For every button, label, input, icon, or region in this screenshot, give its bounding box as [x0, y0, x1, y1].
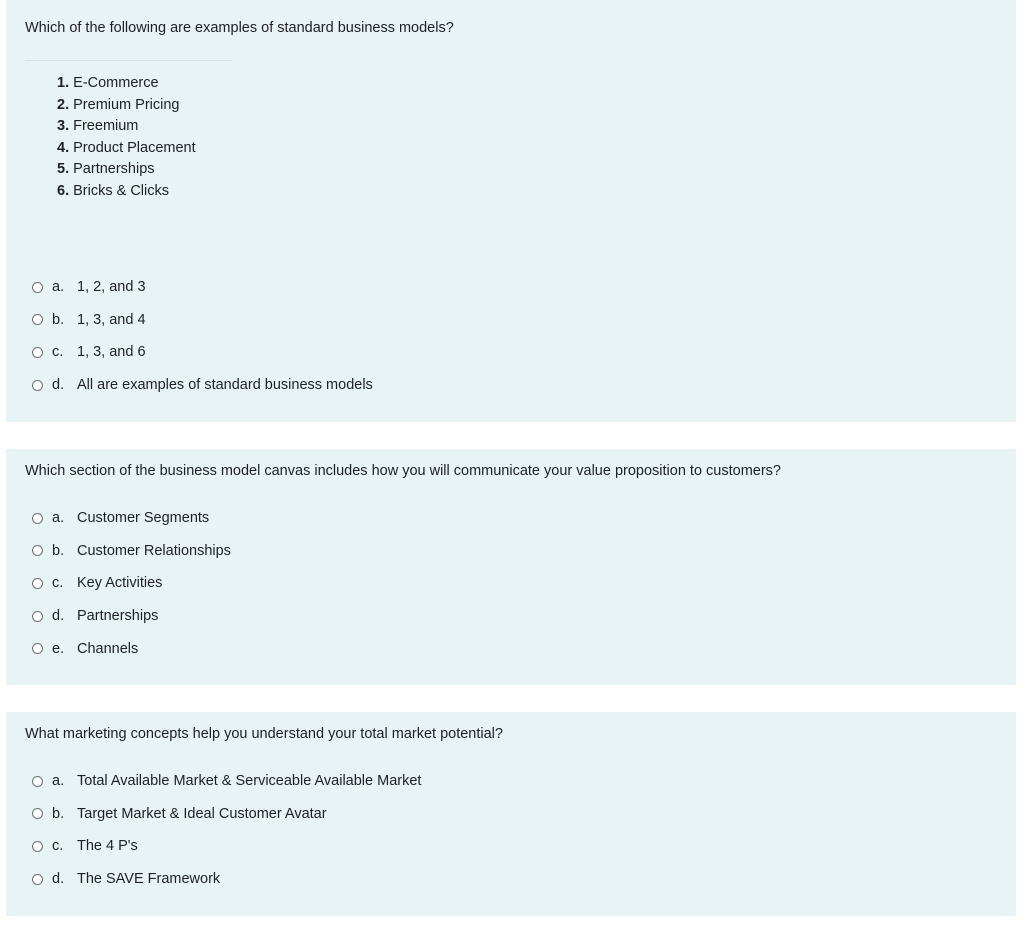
answer-letter: e. — [52, 640, 65, 657]
radio-button[interactable] — [32, 841, 43, 852]
answer-option-b[interactable] — [32, 798, 421, 831]
answer-label[interactable]: Customer Relationships — [77, 542, 231, 559]
radio-button[interactable] — [32, 314, 43, 325]
answer-letter: d. — [52, 377, 65, 394]
answer-letter: b. — [52, 542, 65, 559]
answer-options — [32, 271, 373, 401]
answer-option-d[interactable] — [32, 863, 421, 896]
list-item — [57, 73, 196, 95]
radio-button[interactable] — [32, 282, 43, 293]
answer-option-b[interactable] — [32, 535, 231, 568]
list-text: E-Commerce — [73, 75, 159, 91]
list-text: Premium Pricing — [73, 96, 180, 113]
list-item — [57, 181, 196, 203]
list-number: 1. — [57, 75, 70, 91]
list-number: 2. — [57, 96, 70, 113]
answer-letter: c. — [52, 575, 64, 592]
answer-label[interactable]: The SAVE Framework — [77, 871, 221, 888]
answer-option-c[interactable] — [32, 336, 373, 369]
answer-option-c[interactable] — [32, 830, 421, 863]
answer-letter: c. — [52, 838, 64, 855]
radio-button[interactable] — [32, 513, 43, 524]
answer-option-d[interactable] — [32, 600, 231, 633]
answer-options — [32, 765, 421, 895]
question-card-2 — [6, 449, 1016, 685]
answer-options — [32, 502, 231, 665]
answer-letter: a. — [52, 279, 65, 296]
answer-option-a[interactable] — [32, 271, 373, 304]
list-text: Partnerships — [73, 161, 155, 178]
question-text: What marketing concepts help you understand your total market potential? — [25, 726, 503, 742]
radio-button[interactable] — [32, 808, 43, 819]
radio-button[interactable] — [32, 643, 43, 654]
answer-label[interactable]: The 4 P's — [77, 838, 138, 855]
answer-letter: b. — [52, 311, 65, 328]
answer-letter: d. — [52, 608, 65, 625]
answer-option-e[interactable] — [32, 632, 231, 665]
answer-option-b[interactable] — [32, 304, 373, 337]
divider — [25, 60, 232, 61]
radio-button[interactable] — [32, 578, 43, 589]
list-text: Bricks & Clicks — [73, 182, 169, 199]
radio-button[interactable] — [32, 545, 43, 556]
answer-label[interactable]: Channels — [77, 640, 139, 657]
radio-button[interactable] — [32, 347, 43, 358]
list-number: 4. — [57, 139, 70, 156]
answer-option-a[interactable] — [32, 765, 421, 798]
list-item — [57, 138, 196, 160]
answer-letter: a. — [52, 773, 65, 790]
numbered-list — [57, 73, 196, 203]
question-card-3 — [6, 712, 1016, 916]
answer-label[interactable]: 1, 2, and 3 — [77, 279, 146, 296]
list-text: Product Placement — [73, 139, 196, 156]
list-item — [57, 95, 196, 117]
radio-button[interactable] — [32, 611, 43, 622]
answer-label[interactable]: Key Activities — [77, 575, 163, 592]
radio-button[interactable] — [32, 776, 43, 787]
answer-label[interactable]: All are examples of standard business models — [77, 377, 373, 394]
radio-button[interactable] — [32, 874, 43, 885]
radio-button[interactable] — [32, 380, 43, 391]
list-text: Freemium — [73, 118, 139, 135]
answer-option-c[interactable] — [32, 567, 231, 600]
answer-letter: d. — [52, 871, 65, 888]
answer-label[interactable]: Target Market & Ideal Customer Avatar — [77, 805, 327, 822]
answer-letter: c. — [52, 344, 64, 361]
list-item — [57, 159, 196, 181]
question-card-1 — [6, 0, 1016, 422]
question-text: Which of the following are examples of standard business models? — [25, 20, 454, 36]
answer-letter: b. — [52, 805, 65, 822]
answer-label[interactable]: Partnerships — [77, 608, 159, 625]
answer-label[interactable]: Customer Segments — [77, 510, 210, 527]
list-item — [57, 116, 196, 138]
question-text: Which section of the business model canvas includes how you will communicate your value proposition to customers? — [25, 463, 781, 479]
answer-option-a[interactable] — [32, 502, 231, 535]
answer-label[interactable]: 1, 3, and 4 — [77, 311, 146, 328]
answer-label[interactable]: Total Available Market & Serviceable Available Market — [77, 773, 422, 790]
answer-option-d[interactable] — [32, 369, 373, 402]
list-number: 3. — [57, 118, 70, 135]
answer-label[interactable]: 1, 3, and 6 — [77, 344, 146, 361]
answer-letter: a. — [52, 510, 65, 527]
list-number: 6. — [57, 182, 70, 199]
list-number: 5. — [57, 161, 70, 178]
